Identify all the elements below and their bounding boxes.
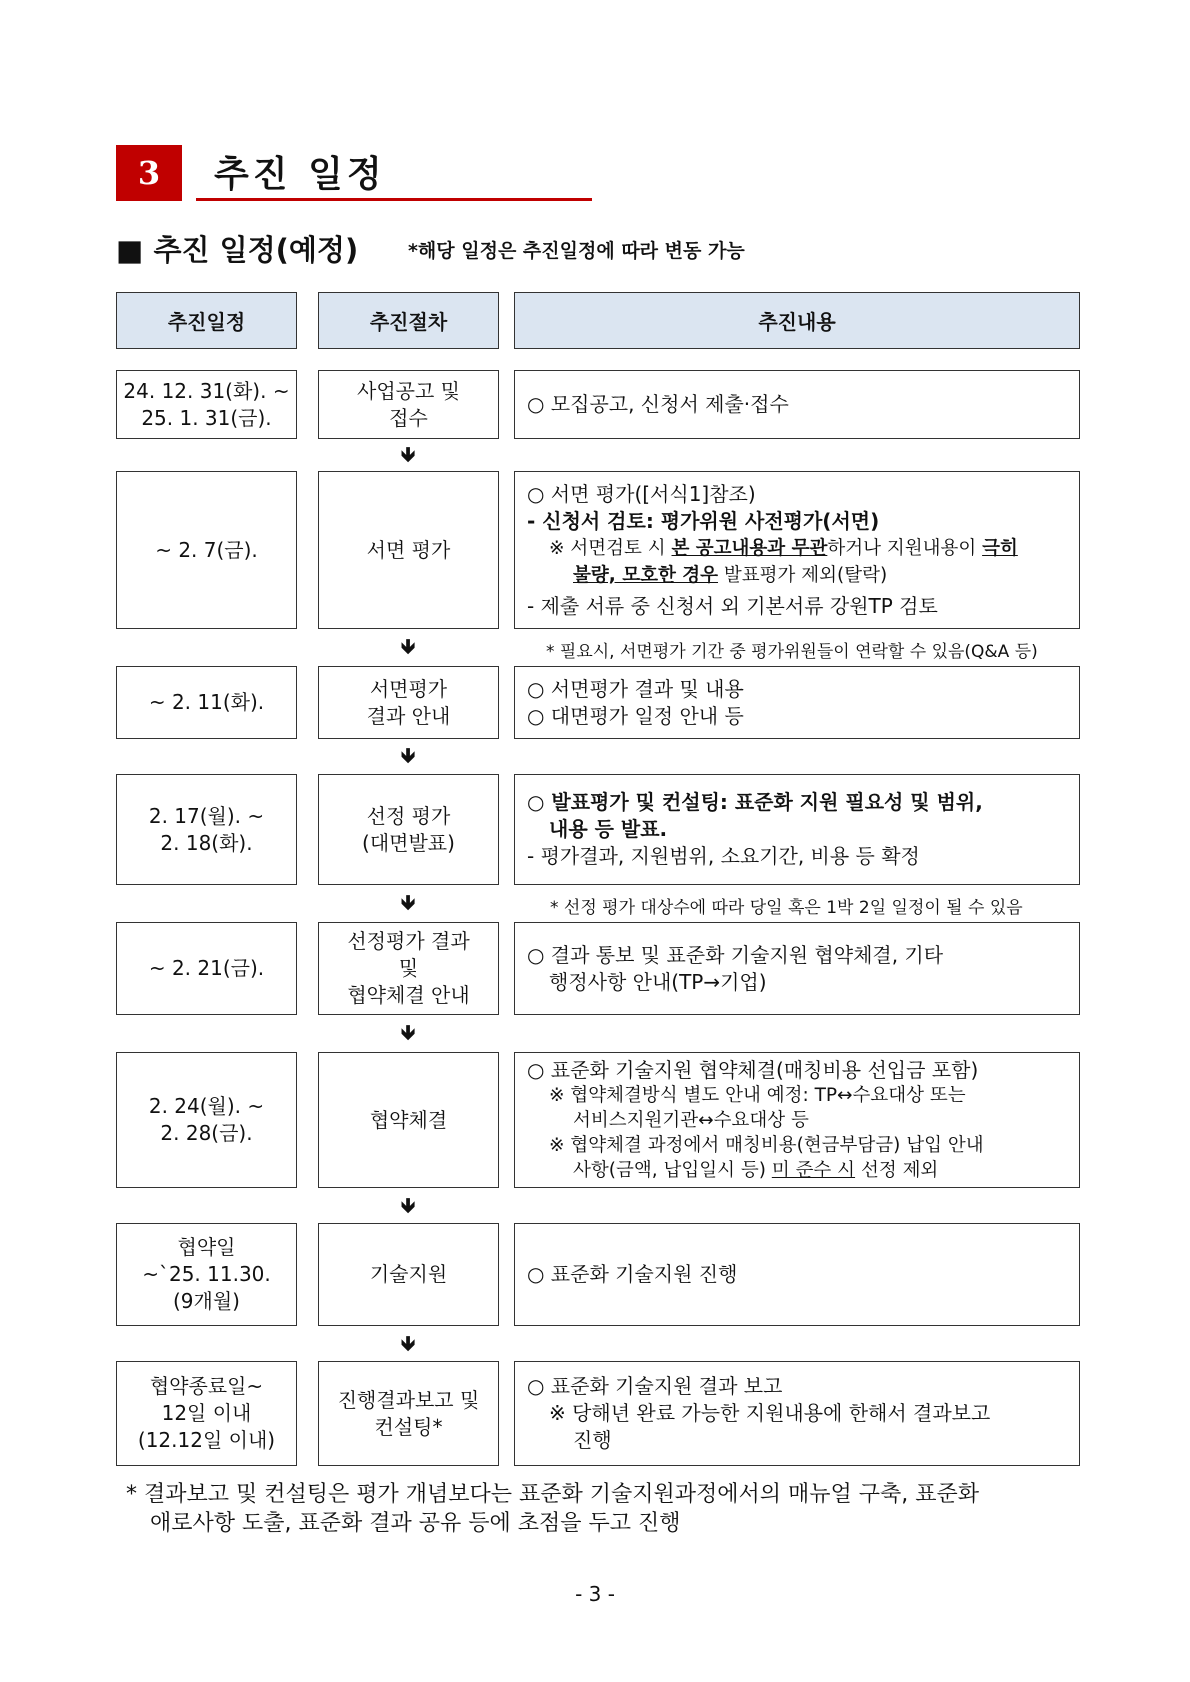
step-line: 선정 평가: [366, 803, 451, 828]
row-date: [116, 666, 297, 739]
content-line: ※ 당해년 완료 가능한 지원내용에 한해서 결과보고: [549, 1401, 991, 1425]
down-arrow-icon: 🡻: [400, 890, 416, 914]
content-line: 사항(금액, 납입일시 등) 미 준수 시 선정 제외: [573, 1159, 939, 1181]
content-line: ※ 서면검토 시 본 공고내용과 무관하거나 지원내용이 극히: [549, 537, 1018, 559]
header-procedure: 추진절차: [318, 292, 499, 349]
step-line: 서면 평가: [366, 537, 451, 562]
content-line: ○ 표준화 기술지원 진행: [527, 1262, 738, 1286]
step-line: 서면평가: [369, 676, 448, 701]
date-line: 2. 18(화).: [160, 830, 253, 855]
row-date: [116, 774, 297, 885]
step-line: 컨설팅*: [374, 1414, 443, 1439]
date-line: ~ 2. 21(금).: [148, 956, 265, 980]
footnote-line: 애로사항 도출, 표준화 결과 공유 등에 초점을 두고 진행: [150, 1511, 681, 1536]
down-arrow-icon: 🡻: [400, 1331, 416, 1355]
content-line: - 평가결과, 지원범위, 소요기간, 비용 등 확정: [527, 844, 920, 868]
section-number-badge: 3: [116, 145, 182, 201]
content-line: - 신청서 검토: 평가위원 사전평가(서면): [527, 508, 880, 533]
date-line: ~`25. 11.30.: [142, 1262, 271, 1286]
content-line: ※ 협약체결방식 별도 안내 예정: TP↔수요대상 또는: [549, 1084, 966, 1106]
header-content: 추진내용: [514, 292, 1080, 349]
row-date: [116, 922, 297, 1015]
content-line: ○ 대면평가 일정 안내 등: [527, 703, 744, 728]
step-line: 결과 안내: [366, 703, 451, 728]
square-bullet-icon: ■: [116, 233, 144, 267]
row-step: [318, 370, 499, 439]
down-arrow-icon: 🡻: [400, 743, 416, 767]
step-line: 사업공고 및: [357, 378, 460, 403]
subsection-title-text: 추진 일정(예정): [153, 233, 359, 267]
content-line: 서비스지원기관↔수요대상 등: [573, 1109, 809, 1131]
row-step: [318, 774, 499, 885]
section-title-underline: [196, 198, 592, 201]
down-arrow-icon: 🡻: [400, 1193, 416, 1217]
content-line: ○ 발표평가 및 컨설팅: 표준화 지원 필요성 및 범위,: [527, 790, 983, 814]
row-content: [514, 1361, 1080, 1466]
step-line: 협약체결 안내: [347, 983, 470, 1007]
row-step: [318, 1223, 499, 1326]
row-date: [116, 1223, 297, 1326]
row-note: * 필요시, 서면평가 기간 중 평가위원들이 연락할 수 있음(Q&A 등): [546, 642, 1038, 662]
row-content: [514, 1223, 1080, 1326]
step-line: (대면발표): [362, 830, 455, 855]
content-line: 내용 등 발표.: [549, 817, 668, 841]
date-line: 2. 17(월). ~: [148, 803, 265, 828]
footnote-line: * 결과보고 및 컨설팅은 평가 개념보다는 표준화 기술지원과정에서의 매뉴얼 구축, 표준화: [126, 1482, 979, 1507]
content-line: ○ 표준화 기술지원 결과 보고: [527, 1374, 783, 1398]
step-line: 협약체결: [369, 1107, 448, 1132]
section-title: 추진 일정: [214, 154, 386, 195]
row-content: [514, 666, 1080, 739]
down-arrow-icon: 🡻: [400, 442, 416, 466]
row-date: [116, 471, 297, 629]
date-line: 25. 1. 31(금).: [141, 405, 272, 430]
row-step: [318, 666, 499, 739]
date-line: ~ 2. 7(금).: [155, 537, 258, 562]
page-number: - 3 -: [575, 1582, 615, 1606]
date-line: (9개월): [173, 1289, 240, 1313]
step-line: 진행결과보고 및: [337, 1387, 480, 1412]
row-content: [514, 370, 1080, 439]
step-line: 선정평가 결과: [347, 929, 470, 953]
date-line: ~ 2. 11(화).: [148, 690, 265, 714]
content-line: ○ 모집공고, 신청서 제출·접수: [527, 392, 789, 416]
down-arrow-icon: 🡻: [400, 634, 416, 658]
row-step: [318, 471, 499, 629]
date-line: (12.12일 이내): [137, 1428, 276, 1452]
subsection-note: *해당 일정은 추진일정에 따라 변동 가능: [408, 240, 745, 262]
content-line: ○ 서면 평가([서식1]참조): [527, 481, 756, 506]
date-line: 협약종료일~: [149, 1374, 264, 1398]
content-line: ※ 협약체결 과정에서 매칭비용(현금부담금) 납입 안내: [549, 1134, 984, 1156]
content-line: - 제출 서류 중 신청서 외 기본서류 강원TP 검토: [527, 593, 938, 618]
row-step: [318, 1052, 499, 1188]
date-line: 12일 이내: [161, 1401, 252, 1425]
row-date: [116, 1052, 297, 1188]
step-line: 기술지원: [369, 1262, 448, 1286]
step-line: 접수: [389, 405, 428, 430]
subsection-title: [116, 228, 358, 269]
row-content: [514, 1052, 1080, 1188]
date-line: 2. 24(월). ~: [148, 1094, 265, 1118]
content-line: ○ 결과 통보 및 표준화 기술지원 협약체결, 기타: [527, 942, 944, 967]
row-content: [514, 471, 1080, 629]
row-content: [514, 774, 1080, 885]
row-content: [514, 922, 1080, 1015]
row-date: [116, 1361, 297, 1466]
date-line: 협약일: [177, 1235, 236, 1259]
content-line: ○ 표준화 기술지원 협약체결(매칭비용 선입금 포함): [527, 1057, 979, 1082]
date-line: 2. 28(금).: [160, 1121, 253, 1145]
row-note: * 선정 평가 대상수에 따라 당일 혹은 1박 2일 일정이 될 수 있음: [550, 898, 1023, 918]
content-line: 불량, 모호한 경우 발표평가 제외(탈락): [573, 564, 888, 586]
step-line: 및: [398, 956, 419, 980]
row-step: [318, 922, 499, 1015]
date-line: 24. 12. 31(화). ~: [123, 378, 290, 403]
content-line: 행정사항 안내(TP→기업): [549, 969, 767, 994]
row-date: [116, 370, 297, 439]
row-step: [318, 1361, 499, 1466]
content-line: 진행: [573, 1428, 612, 1452]
header-schedule: 추진일정: [116, 292, 297, 349]
content-line: ○ 서면평가 결과 및 내용: [527, 676, 744, 701]
down-arrow-icon: 🡻: [400, 1020, 416, 1044]
footnote: [126, 1480, 979, 1538]
